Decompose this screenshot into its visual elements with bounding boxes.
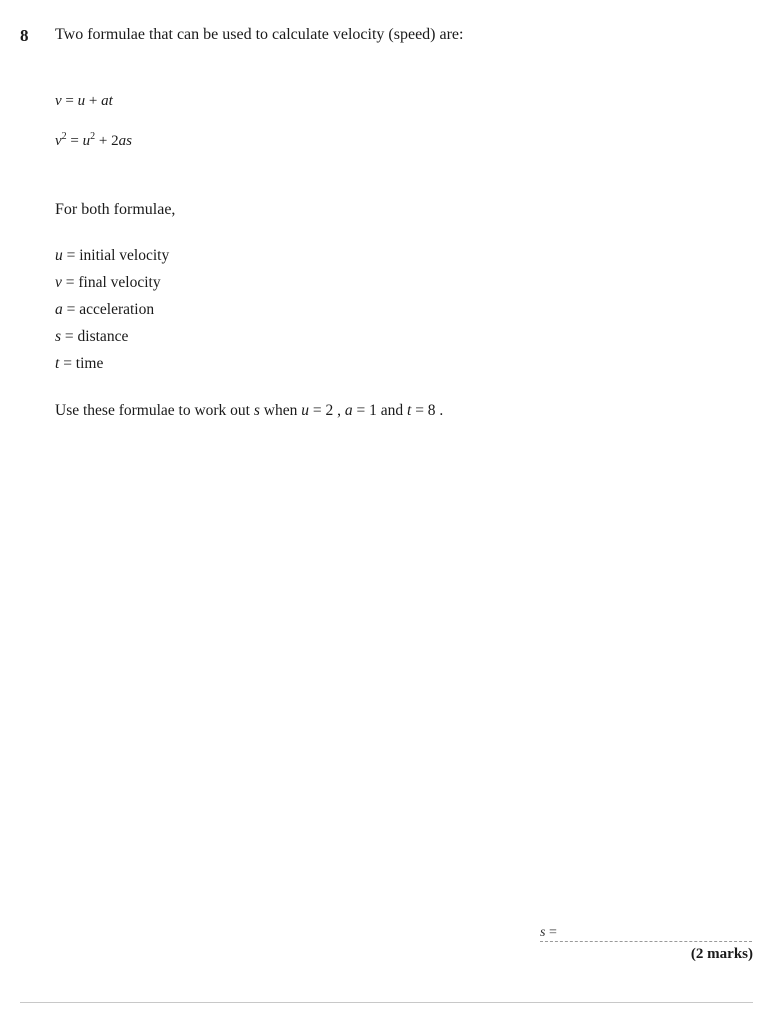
definition-text: = acceleration <box>62 301 155 318</box>
instruction-t: t <box>407 402 412 419</box>
instruction-u-value: = 2 , <box>309 402 345 419</box>
instruction-a: a <box>344 402 353 419</box>
definition-text: = final velocity <box>61 274 161 291</box>
answer-line[interactable] <box>540 941 752 942</box>
answer-equals: = <box>545 925 557 940</box>
instruction-t-value: = 8 . <box>411 402 444 419</box>
definition-s <box>55 328 128 346</box>
definition-a <box>55 301 154 319</box>
instruction-a-value: = 1 and <box>352 402 407 419</box>
definition-text: = distance <box>61 328 129 345</box>
formula-1-u: u <box>77 93 86 109</box>
marks-label: (2 marks) <box>690 946 753 962</box>
formula-2-v: v <box>55 133 62 149</box>
answer-symbol: s <box>540 925 546 940</box>
formula-1 <box>55 93 113 110</box>
definition-u <box>55 247 169 265</box>
question-stem: Two formulae that can be used to calculate velocity (speed) are: <box>55 26 464 43</box>
formula-1-v: v <box>55 93 62 109</box>
definition-symbol: t <box>55 355 60 372</box>
definition-v <box>55 274 161 292</box>
definition-text: = initial velocity <box>62 247 170 264</box>
definition-t <box>55 355 103 373</box>
formula-1-equals: = <box>61 93 78 109</box>
instruction-prefix: Use these formulae to work out <box>55 402 254 419</box>
question-number: 8 <box>20 26 29 45</box>
definition-symbol: u <box>55 247 63 264</box>
formula-2-v-exponent: 2 <box>61 131 67 142</box>
formula-2 <box>55 133 132 150</box>
definition-symbol: v <box>55 274 62 291</box>
instruction-u: u <box>301 402 309 419</box>
definition-symbol: s <box>55 328 62 345</box>
formula-1-plus: + <box>85 93 102 109</box>
instruction-when: when <box>259 402 302 419</box>
formula-2-u: u <box>82 133 91 149</box>
answer-label <box>540 925 557 941</box>
formula-2-u-exponent: 2 <box>90 131 96 142</box>
instruction <box>55 402 443 420</box>
formula-2-equals: = <box>66 133 83 149</box>
formula-1-at: at <box>101 93 113 109</box>
definition-symbol: a <box>55 301 63 318</box>
definition-text: = time <box>59 355 104 372</box>
formula-2-plus: + 2 <box>95 133 119 149</box>
both-formulae-text: For both formulae, <box>55 201 176 218</box>
formula-2-as: as <box>118 133 132 149</box>
footer-divider <box>20 1002 753 1003</box>
instruction-s: s <box>253 402 260 419</box>
